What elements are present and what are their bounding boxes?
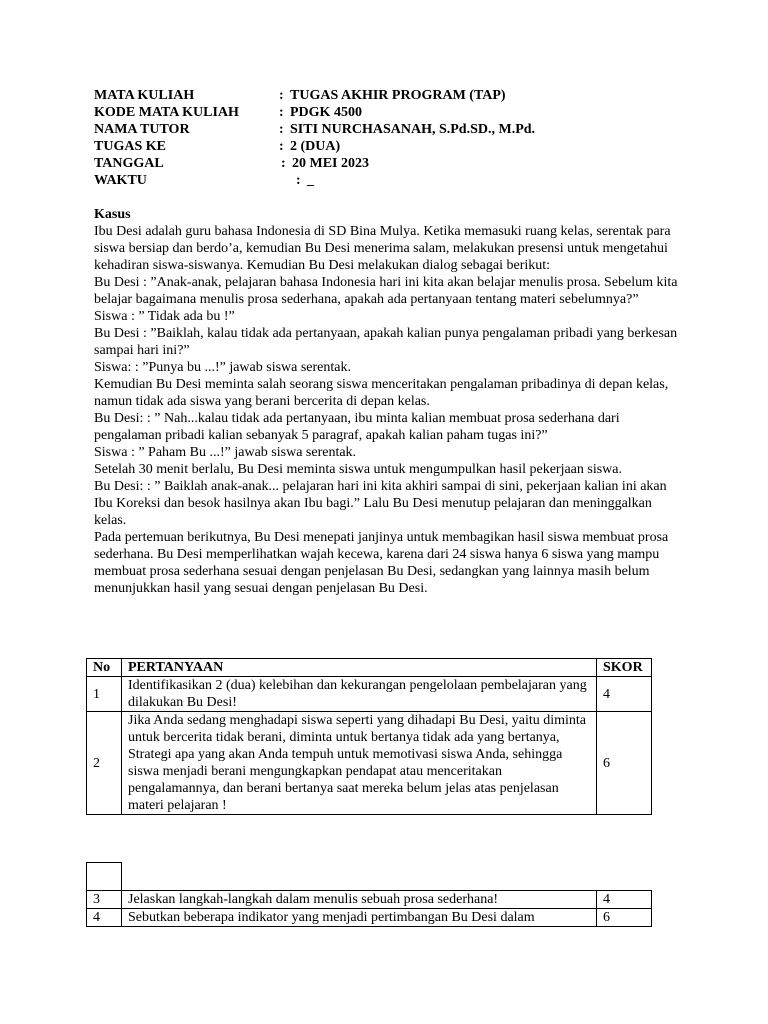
row-question: Jika Anda sedang menghadapi siswa seperti yang dihadapi Bu Desi, yaitu diminta untuk bercerita tidak berani, diminta untuk bertanya tidak ada yang bertanya, Strategi apa yang akan Anda tempuh untuk memotivasi siswa Anda, sehingga siswa menjadi berani mengungkapkan pendapat atau menceritakan pengalamannya, dan berani bertanya saat mereka belum jelas atas penjelasan materi pelajaran ! <box>122 712 597 815</box>
row-number: 4 <box>87 909 122 927</box>
questions-table-continued <box>86 890 652 927</box>
case-paragraph: Siswa : ” Paham Bu ...!” jawab siswa serentak. <box>94 445 357 460</box>
header-colon: : <box>279 88 284 103</box>
header-value: TUGAS AKHIR PROGRAM (TAP) <box>290 88 506 103</box>
row-question: Sebutkan beberapa indikator yang menjadi pertimbangan Bu Desi dalam <box>122 909 597 927</box>
header-value: PDGK 4500 <box>290 105 362 120</box>
header-colon: : <box>279 122 284 137</box>
table-row <box>87 712 652 815</box>
header-score: SKOR <box>597 659 652 677</box>
questions-table <box>86 658 652 815</box>
header-question: PERTANYAAN <box>122 659 597 677</box>
row-number: 3 <box>87 891 122 909</box>
header-colon: : <box>279 105 284 120</box>
table-row <box>87 677 652 712</box>
empty-table-cell <box>86 862 122 891</box>
case-paragraph: Kemudian Bu Desi meminta salah seorang siswa menceritakan pengalaman pribadinya di depan kelas, namun tidak ada siswa yang berani bercerita di depan kelas. <box>94 377 669 409</box>
header-value: 2 (DUA) <box>290 139 341 154</box>
header-colon: : <box>296 173 301 188</box>
case-paragraph: Bu Desi : ”Baiklah, kalau tidak ada pertanyaan, apakah kalian punya pengalaman pribadi yang berkesan sampai hari ini?” <box>94 326 678 358</box>
case-paragraph: Setelah 30 menit berlalu, Bu Desi meminta siswa untuk mengumpulkan hasil pekerjaan siswa. <box>94 462 623 477</box>
case-paragraph: Ibu Desi adalah guru bahasa Indonesia di SD Bina Mulya. Ketika memasuki ruang kelas, serentak para siswa bersiap dan berdo’a, kemudian Bu Desi menerima salam, melakukan presensi untuk mengetahui kehadiran siswa-siswanya. Kemudian Bu Desi melakukan dialog sebagai berikut: <box>94 224 671 273</box>
case-paragraph: Bu Desi : ”Anak-anak, pelajaran bahasa Indonesia hari ini kita akan belajar menulis prosa. Sebelum kita belajar bagaimana menulis prosa sederhana, apakah ada pertanyaan tentang materi sebelumnya?” <box>94 275 678 307</box>
header-label: MATA KULIAH <box>94 88 195 103</box>
header-colon: : <box>281 156 286 171</box>
case-paragraph: Siswa: : ”Punya bu ...!” jawab siswa serentak. <box>94 360 351 375</box>
header-label: NAMA TUTOR <box>94 122 190 137</box>
header-colon: : <box>279 139 284 154</box>
header-label: TUGAS KE <box>94 139 166 154</box>
header-no: No <box>87 659 122 677</box>
row-number: 1 <box>87 677 122 712</box>
header-label: WAKTU <box>94 173 147 188</box>
table-header-row <box>87 659 652 677</box>
header-value: SITI NURCHASANAH, S.Pd.SD., M.Pd. <box>290 122 536 137</box>
case-section <box>94 206 678 597</box>
row-number: 2 <box>87 712 122 815</box>
row-question: Identifikasikan 2 (dua) kelebihan dan kekurangan pengelolaan pembelajaran yang dilakukan Bu Desi! <box>122 677 597 712</box>
case-paragraph: Bu Desi: : ” Nah...kalau tidak ada pertanyaan, ibu minta kalian membuat prosa sederhana dari pengalaman pribadi kalian sebanyak 5 paragraf, apakah kalian paham tugas ini?” <box>94 411 620 443</box>
row-score: 4 <box>597 891 652 909</box>
header-label: KODE MATA KULIAH <box>94 105 239 120</box>
case-title: Kasus <box>94 207 131 222</box>
row-question: Jelaskan langkah-langkah dalam menulis sebuah prosa sederhana! <box>122 891 597 909</box>
case-paragraph: Bu Desi: : ” Baiklah anak-anak... pelajaran hari ini kita akhiri sampai di sini, pekerjaan kalian ini akan Ibu Koreksi dan besok hasilnya akan Ibu bagi.” Lalu Bu Desi menutup pelajaran dan meninggalkan kelas. <box>94 479 667 528</box>
row-score: 4 <box>597 677 652 712</box>
header-label: TANGGAL <box>94 156 164 171</box>
table-row <box>87 891 652 909</box>
row-score: 6 <box>597 712 652 815</box>
header-value: 20 MEI 2023 <box>292 156 369 171</box>
case-paragraph: Pada pertemuan berikutnya, Bu Desi menepati janjinya untuk membagikan hasil siswa membuat prosa sederhana. Bu Desi memperlihatkan wajah kecewa, karena dari 24 siswa hanya 6 siswa yang mampu membuat prosa sederhana sesuai dengan penjelasan Bu Desi, sedangkan yang lainnya masih belum menunjukkan hasil yang sesuai dengan penjelasan Bu Desi. <box>94 530 669 596</box>
header-value: _ <box>307 173 314 188</box>
case-paragraph: Siswa : ” Tidak ada bu !” <box>94 309 235 324</box>
row-score: 6 <box>597 909 652 927</box>
table-row <box>87 909 652 927</box>
